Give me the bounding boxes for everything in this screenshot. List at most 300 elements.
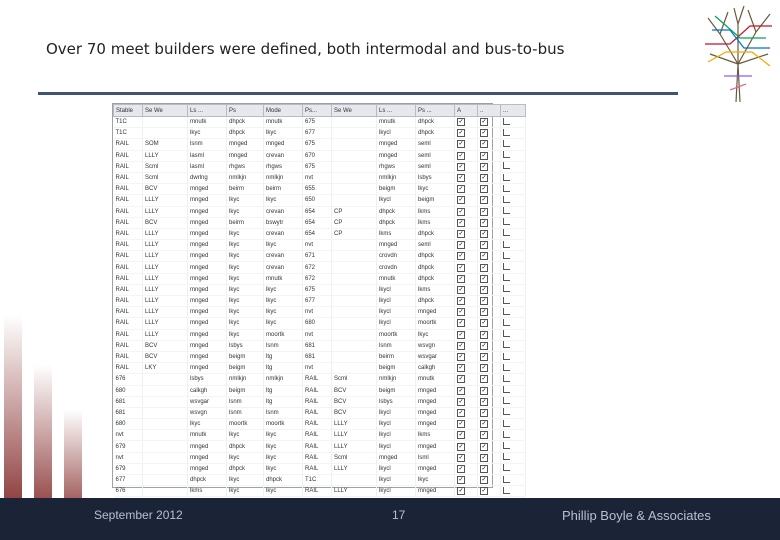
table-cell bbox=[332, 284, 377, 295]
checkbox[interactable]: ✓ bbox=[458, 342, 464, 349]
checkbox[interactable]: ✓ bbox=[481, 488, 487, 495]
checkbox[interactable]: ✓ bbox=[481, 387, 487, 394]
checkbox[interactable]: ✓ bbox=[458, 253, 464, 260]
table-cell: lkyc bbox=[188, 128, 227, 139]
table-cell bbox=[143, 430, 188, 441]
checkbox[interactable]: ✓ bbox=[481, 331, 487, 338]
checkbox[interactable]: ✓ bbox=[481, 443, 487, 450]
table-cell bbox=[143, 385, 188, 396]
empty-marker-icon bbox=[501, 486, 526, 497]
table-row[interactable] bbox=[114, 463, 526, 474]
meet-builders-table-screenshot bbox=[112, 103, 509, 495]
table-cell: mnged bbox=[416, 441, 455, 452]
table-cell: mnged bbox=[188, 296, 227, 307]
table-cell: T1C bbox=[114, 128, 143, 139]
row-checkbox[interactable] bbox=[455, 318, 478, 329]
table-cell: LLLY bbox=[332, 441, 377, 452]
row-checkbox[interactable] bbox=[478, 139, 501, 150]
table-cell: RAIL bbox=[114, 329, 143, 340]
table-cell: beirm bbox=[227, 217, 264, 228]
table-cell: mnged bbox=[188, 206, 227, 217]
checkbox[interactable]: ✓ bbox=[458, 365, 464, 372]
row-checkbox[interactable] bbox=[478, 273, 501, 284]
table-cell: lkycl bbox=[377, 318, 416, 329]
table-cell: lkyc bbox=[227, 195, 264, 206]
checkbox[interactable]: ✓ bbox=[481, 354, 487, 361]
table-cell: mnged bbox=[377, 150, 416, 161]
table-cell: nvt bbox=[303, 329, 332, 340]
row-checkbox[interactable] bbox=[455, 161, 478, 172]
row-checkbox[interactable] bbox=[478, 195, 501, 206]
page-number: 17 bbox=[392, 508, 406, 522]
checkbox[interactable]: ✓ bbox=[481, 365, 487, 372]
table-cell bbox=[143, 452, 188, 463]
corner-icon bbox=[503, 453, 510, 460]
row-checkbox[interactable] bbox=[455, 273, 478, 284]
table-cell: BCV bbox=[143, 340, 188, 351]
table-cell: lasml bbox=[188, 161, 227, 172]
table-row[interactable] bbox=[114, 195, 526, 206]
table-cell: lkyc bbox=[264, 195, 303, 206]
row-checkbox[interactable] bbox=[478, 385, 501, 396]
table-cell: RAIL bbox=[114, 363, 143, 374]
table-cell: 675 bbox=[303, 139, 332, 150]
table-cell: crevan bbox=[264, 206, 303, 217]
checkbox[interactable]: ✓ bbox=[458, 465, 464, 472]
checkbox[interactable]: ✓ bbox=[481, 186, 487, 193]
checkbox[interactable]: ✓ bbox=[458, 398, 464, 405]
table-row[interactable] bbox=[114, 262, 526, 273]
checkbox[interactable]: ✓ bbox=[481, 342, 487, 349]
checkbox[interactable]: ✓ bbox=[458, 387, 464, 394]
row-checkbox[interactable] bbox=[478, 150, 501, 161]
table-row[interactable] bbox=[114, 228, 526, 239]
table-cell: dhpck bbox=[227, 463, 264, 474]
corner-icon bbox=[503, 464, 510, 471]
checkbox[interactable]: ✓ bbox=[458, 488, 464, 495]
table-cell: beirm bbox=[264, 184, 303, 195]
table-row[interactable] bbox=[114, 396, 526, 407]
row-checkbox[interactable] bbox=[455, 184, 478, 195]
title-divider bbox=[38, 92, 678, 95]
row-checkbox[interactable] bbox=[455, 228, 478, 239]
row-checkbox[interactable] bbox=[478, 217, 501, 228]
table-cell: seml bbox=[416, 139, 455, 150]
corner-icon bbox=[503, 319, 510, 326]
checkbox[interactable]: ✓ bbox=[458, 443, 464, 450]
table-cell: lkycl bbox=[377, 430, 416, 441]
row-checkbox[interactable] bbox=[478, 251, 501, 262]
row-checkbox[interactable] bbox=[455, 240, 478, 251]
empty-marker-icon bbox=[501, 206, 526, 217]
row-checkbox[interactable] bbox=[478, 340, 501, 351]
checkbox[interactable]: ✓ bbox=[481, 454, 487, 461]
table-cell: mnged bbox=[188, 340, 227, 351]
row-checkbox[interactable] bbox=[478, 172, 501, 183]
table-cell: T1C bbox=[114, 117, 143, 128]
row-checkbox[interactable] bbox=[455, 172, 478, 183]
table-cell: dhpck bbox=[416, 228, 455, 239]
corner-icon bbox=[503, 241, 510, 248]
table-row[interactable] bbox=[114, 161, 526, 172]
row-checkbox[interactable] bbox=[455, 251, 478, 262]
checkbox[interactable]: ✓ bbox=[458, 152, 464, 159]
table-cell: lkycl bbox=[377, 419, 416, 430]
row-checkbox[interactable] bbox=[455, 139, 478, 150]
row-checkbox[interactable] bbox=[455, 340, 478, 351]
table-cell: calkgh bbox=[416, 363, 455, 374]
table-cell bbox=[143, 374, 188, 385]
checkbox[interactable]: ✓ bbox=[458, 432, 464, 439]
checkbox[interactable]: ✓ bbox=[458, 331, 464, 338]
checkbox[interactable]: ✓ bbox=[458, 409, 464, 416]
table-cell: lkyc bbox=[227, 307, 264, 318]
checkbox[interactable]: ✓ bbox=[481, 208, 487, 215]
row-checkbox[interactable] bbox=[455, 463, 478, 474]
checkbox[interactable]: ✓ bbox=[481, 465, 487, 472]
row-checkbox[interactable] bbox=[478, 296, 501, 307]
row-checkbox[interactable] bbox=[455, 374, 478, 385]
empty-marker-icon bbox=[501, 150, 526, 161]
table-cell: lkyc bbox=[227, 273, 264, 284]
row-checkbox[interactable] bbox=[455, 206, 478, 217]
table-row[interactable] bbox=[114, 329, 526, 340]
table-cell: 675 bbox=[303, 284, 332, 295]
table-row[interactable] bbox=[114, 475, 526, 486]
column-header[interactable]: Stable bbox=[114, 105, 143, 117]
row-checkbox[interactable] bbox=[455, 262, 478, 273]
checkbox[interactable]: ✓ bbox=[458, 219, 464, 226]
checkbox[interactable]: ✓ bbox=[481, 275, 487, 282]
checkbox[interactable]: ✓ bbox=[458, 421, 464, 428]
row-checkbox[interactable] bbox=[478, 363, 501, 374]
table-cell: RAIL bbox=[114, 273, 143, 284]
checkbox[interactable]: ✓ bbox=[458, 175, 464, 182]
table-row[interactable] bbox=[114, 363, 526, 374]
checkbox[interactable]: ✓ bbox=[458, 186, 464, 193]
row-checkbox[interactable] bbox=[455, 351, 478, 362]
row-checkbox[interactable] bbox=[478, 240, 501, 251]
checkbox[interactable]: ✓ bbox=[458, 275, 464, 282]
checkbox[interactable]: ✓ bbox=[458, 477, 464, 484]
row-checkbox[interactable] bbox=[455, 486, 478, 497]
row-checkbox[interactable] bbox=[455, 128, 478, 139]
table-row[interactable] bbox=[114, 486, 526, 497]
row-checkbox[interactable] bbox=[455, 284, 478, 295]
row-checkbox[interactable] bbox=[455, 441, 478, 452]
checkbox[interactable]: ✓ bbox=[458, 354, 464, 361]
table-cell: ltg bbox=[264, 396, 303, 407]
table-cell bbox=[332, 117, 377, 128]
table-row[interactable] bbox=[114, 374, 526, 385]
row-checkbox[interactable] bbox=[455, 195, 478, 206]
empty-marker-icon bbox=[501, 240, 526, 251]
row-checkbox[interactable] bbox=[478, 351, 501, 362]
table-row[interactable] bbox=[114, 351, 526, 362]
table-cell: lkms bbox=[416, 284, 455, 295]
checkbox[interactable]: ✓ bbox=[458, 197, 464, 204]
table-cell: lkycl bbox=[377, 128, 416, 139]
table-row[interactable] bbox=[114, 273, 526, 284]
footer-bar bbox=[0, 498, 780, 540]
corner-icon bbox=[503, 162, 510, 169]
table-cell: mnged bbox=[416, 396, 455, 407]
table-row[interactable] bbox=[114, 251, 526, 262]
checkbox[interactable]: ✓ bbox=[481, 253, 487, 260]
row-checkbox[interactable] bbox=[455, 419, 478, 430]
table-row[interactable] bbox=[114, 172, 526, 183]
column-header[interactable]: Se We bbox=[332, 105, 377, 117]
column-header[interactable]: Ps... bbox=[303, 105, 332, 117]
table-row[interactable] bbox=[114, 184, 526, 195]
row-checkbox[interactable] bbox=[455, 117, 478, 128]
table-row[interactable] bbox=[114, 452, 526, 463]
table-cell: 680 bbox=[114, 419, 143, 430]
row-checkbox[interactable] bbox=[455, 329, 478, 340]
table-cell: Scml bbox=[332, 452, 377, 463]
table-row[interactable] bbox=[114, 217, 526, 228]
row-checkbox[interactable] bbox=[478, 161, 501, 172]
column-header[interactable]: A bbox=[455, 105, 478, 117]
table-cell: CP bbox=[332, 206, 377, 217]
checkbox[interactable]: ✓ bbox=[481, 230, 487, 237]
row-checkbox[interactable] bbox=[478, 228, 501, 239]
table-cell: lkyc bbox=[264, 240, 303, 251]
checkbox[interactable]: ✓ bbox=[458, 230, 464, 237]
table-cell: lkycl bbox=[377, 463, 416, 474]
table-cell: RAIL bbox=[114, 139, 143, 150]
checkbox[interactable]: ✓ bbox=[481, 376, 487, 383]
table-cell: nvt bbox=[303, 172, 332, 183]
table-cell: mnutk bbox=[264, 117, 303, 128]
row-checkbox[interactable] bbox=[478, 419, 501, 430]
table-row[interactable] bbox=[114, 307, 526, 318]
table-cell: RAIL bbox=[114, 340, 143, 351]
table-cell: lsbys bbox=[416, 172, 455, 183]
table-cell: 681 bbox=[303, 351, 332, 362]
row-checkbox[interactable] bbox=[478, 307, 501, 318]
checkbox[interactable]: ✓ bbox=[481, 477, 487, 484]
checkbox[interactable]: ✓ bbox=[458, 130, 464, 137]
table-row[interactable] bbox=[114, 117, 526, 128]
table-cell: mnged bbox=[416, 419, 455, 430]
row-checkbox[interactable] bbox=[478, 117, 501, 128]
empty-marker-icon bbox=[501, 217, 526, 228]
corner-icon bbox=[503, 431, 510, 438]
table-cell: rhgws bbox=[227, 161, 264, 172]
table-cell: 670 bbox=[303, 150, 332, 161]
table-cell: 672 bbox=[303, 262, 332, 273]
table-cell: RAIL bbox=[303, 374, 332, 385]
table-row[interactable] bbox=[114, 296, 526, 307]
row-checkbox[interactable] bbox=[478, 441, 501, 452]
table-cell: 672 bbox=[303, 273, 332, 284]
checkbox[interactable]: ✓ bbox=[481, 119, 487, 126]
row-checkbox[interactable] bbox=[478, 430, 501, 441]
checkbox[interactable]: ✓ bbox=[458, 454, 464, 461]
table-row[interactable] bbox=[114, 128, 526, 139]
row-checkbox[interactable] bbox=[455, 217, 478, 228]
table-cell: nmlkjn bbox=[264, 172, 303, 183]
corner-icon bbox=[503, 218, 510, 225]
empty-marker-icon bbox=[501, 117, 526, 128]
row-checkbox[interactable] bbox=[478, 318, 501, 329]
checkbox[interactable]: ✓ bbox=[481, 432, 487, 439]
row-checkbox[interactable] bbox=[478, 128, 501, 139]
table-cell bbox=[143, 407, 188, 418]
table-cell: mnged bbox=[416, 463, 455, 474]
table-cell: crevan bbox=[264, 150, 303, 161]
row-checkbox[interactable] bbox=[478, 486, 501, 497]
table-cell bbox=[143, 419, 188, 430]
row-checkbox[interactable] bbox=[478, 463, 501, 474]
checkbox[interactable]: ✓ bbox=[458, 163, 464, 170]
table-cell: lkyc bbox=[227, 284, 264, 295]
column-header[interactable]: ... bbox=[501, 105, 526, 117]
table-cell: mnutk bbox=[188, 430, 227, 441]
table-cell bbox=[332, 139, 377, 150]
column-header[interactable]: Se We bbox=[143, 105, 188, 117]
corner-icon bbox=[503, 308, 510, 315]
table-row[interactable] bbox=[114, 385, 526, 396]
table-row[interactable] bbox=[114, 139, 526, 150]
column-header[interactable]: Ls ... bbox=[377, 105, 416, 117]
row-checkbox[interactable] bbox=[478, 452, 501, 463]
table-cell: RAIL bbox=[114, 172, 143, 183]
table-row[interactable] bbox=[114, 284, 526, 295]
empty-marker-icon bbox=[501, 161, 526, 172]
checkbox[interactable]: ✓ bbox=[458, 309, 464, 316]
checkbox[interactable]: ✓ bbox=[481, 320, 487, 327]
column-header[interactable]: Ps bbox=[227, 105, 264, 117]
row-checkbox[interactable] bbox=[478, 475, 501, 486]
checkbox[interactable]: ✓ bbox=[458, 286, 464, 293]
table-row[interactable] bbox=[114, 318, 526, 329]
table-cell: wsvgn bbox=[416, 340, 455, 351]
table-cell: LLLY bbox=[143, 273, 188, 284]
table-cell: lkyc bbox=[227, 486, 264, 497]
checkbox[interactable]: ✓ bbox=[481, 141, 487, 148]
checkbox[interactable]: ✓ bbox=[481, 152, 487, 159]
checkbox[interactable]: ✓ bbox=[481, 219, 487, 226]
table-cell: 681 bbox=[114, 396, 143, 407]
checkbox[interactable]: ✓ bbox=[481, 264, 487, 271]
row-checkbox[interactable] bbox=[455, 407, 478, 418]
checkbox[interactable]: ✓ bbox=[458, 264, 464, 271]
table-cell: lkycl bbox=[377, 296, 416, 307]
checkbox[interactable]: ✓ bbox=[481, 175, 487, 182]
row-checkbox[interactable] bbox=[455, 452, 478, 463]
column-header[interactable]: Ps ... bbox=[416, 105, 455, 117]
row-checkbox[interactable] bbox=[455, 307, 478, 318]
checkbox[interactable]: ✓ bbox=[458, 242, 464, 249]
column-header[interactable]: .. bbox=[478, 105, 501, 117]
table-cell: lkycl bbox=[377, 284, 416, 295]
row-checkbox[interactable] bbox=[478, 374, 501, 385]
table-cell: 681 bbox=[114, 407, 143, 418]
table-row[interactable] bbox=[114, 441, 526, 452]
checkbox[interactable]: ✓ bbox=[458, 119, 464, 126]
table-cell: RAIL bbox=[114, 251, 143, 262]
table-row[interactable] bbox=[114, 430, 526, 441]
row-checkbox[interactable] bbox=[455, 296, 478, 307]
table-cell: 679 bbox=[114, 441, 143, 452]
checkbox[interactable]: ✓ bbox=[481, 398, 487, 405]
row-checkbox[interactable] bbox=[455, 396, 478, 407]
table-cell bbox=[143, 463, 188, 474]
table-cell: lkyc bbox=[264, 486, 303, 497]
checkbox[interactable]: ✓ bbox=[458, 376, 464, 383]
table-row[interactable] bbox=[114, 150, 526, 161]
row-checkbox[interactable] bbox=[478, 206, 501, 217]
table-cell: RAIL bbox=[303, 486, 332, 497]
table-cell bbox=[332, 351, 377, 362]
table-row[interactable] bbox=[114, 407, 526, 418]
empty-marker-icon bbox=[501, 452, 526, 463]
table-row[interactable] bbox=[114, 206, 526, 217]
table-row[interactable] bbox=[114, 240, 526, 251]
row-checkbox[interactable] bbox=[455, 475, 478, 486]
checkbox[interactable]: ✓ bbox=[481, 409, 487, 416]
table-cell: mnged bbox=[188, 184, 227, 195]
checkbox[interactable]: ✓ bbox=[481, 309, 487, 316]
table-cell: seml bbox=[416, 161, 455, 172]
table-cell: lsnm bbox=[188, 139, 227, 150]
row-checkbox[interactable] bbox=[478, 329, 501, 340]
table-cell: mnged bbox=[188, 318, 227, 329]
checkbox[interactable]: ✓ bbox=[458, 320, 464, 327]
table-cell bbox=[332, 195, 377, 206]
row-checkbox[interactable] bbox=[478, 184, 501, 195]
checkbox[interactable]: ✓ bbox=[481, 242, 487, 249]
table-cell: SOM bbox=[143, 139, 188, 150]
corner-icon bbox=[503, 297, 510, 304]
checkbox[interactable]: ✓ bbox=[481, 421, 487, 428]
table-row[interactable] bbox=[114, 419, 526, 430]
checkbox[interactable]: ✓ bbox=[481, 197, 487, 204]
column-header[interactable]: Mode bbox=[264, 105, 303, 117]
checkbox[interactable]: ✓ bbox=[481, 298, 487, 305]
checkbox[interactable]: ✓ bbox=[481, 130, 487, 137]
table-cell: mnged bbox=[227, 139, 264, 150]
table-cell: mnged bbox=[188, 251, 227, 262]
row-checkbox[interactable] bbox=[478, 396, 501, 407]
table-cell: nmlkjn bbox=[227, 374, 264, 385]
row-checkbox[interactable] bbox=[455, 385, 478, 396]
checkbox[interactable]: ✓ bbox=[458, 141, 464, 148]
row-checkbox[interactable] bbox=[478, 407, 501, 418]
table-cell: RAIL bbox=[114, 217, 143, 228]
table-cell: ltg bbox=[264, 363, 303, 374]
row-checkbox[interactable] bbox=[478, 262, 501, 273]
checkbox[interactable]: ✓ bbox=[481, 163, 487, 170]
table-cell: rhgws bbox=[377, 161, 416, 172]
row-checkbox[interactable] bbox=[455, 363, 478, 374]
table-cell: RAIL bbox=[303, 452, 332, 463]
checkbox[interactable]: ✓ bbox=[458, 208, 464, 215]
table-cell: nvt bbox=[114, 452, 143, 463]
table-row[interactable] bbox=[114, 340, 526, 351]
table-cell: BCV bbox=[332, 407, 377, 418]
column-header[interactable]: Ls ... bbox=[188, 105, 227, 117]
checkbox[interactable]: ✓ bbox=[458, 298, 464, 305]
row-checkbox[interactable] bbox=[455, 430, 478, 441]
row-checkbox[interactable] bbox=[478, 284, 501, 295]
row-checkbox[interactable] bbox=[455, 150, 478, 161]
checkbox[interactable]: ✓ bbox=[481, 286, 487, 293]
table-cell: dhpck bbox=[227, 441, 264, 452]
table-cell: mnged bbox=[188, 262, 227, 273]
